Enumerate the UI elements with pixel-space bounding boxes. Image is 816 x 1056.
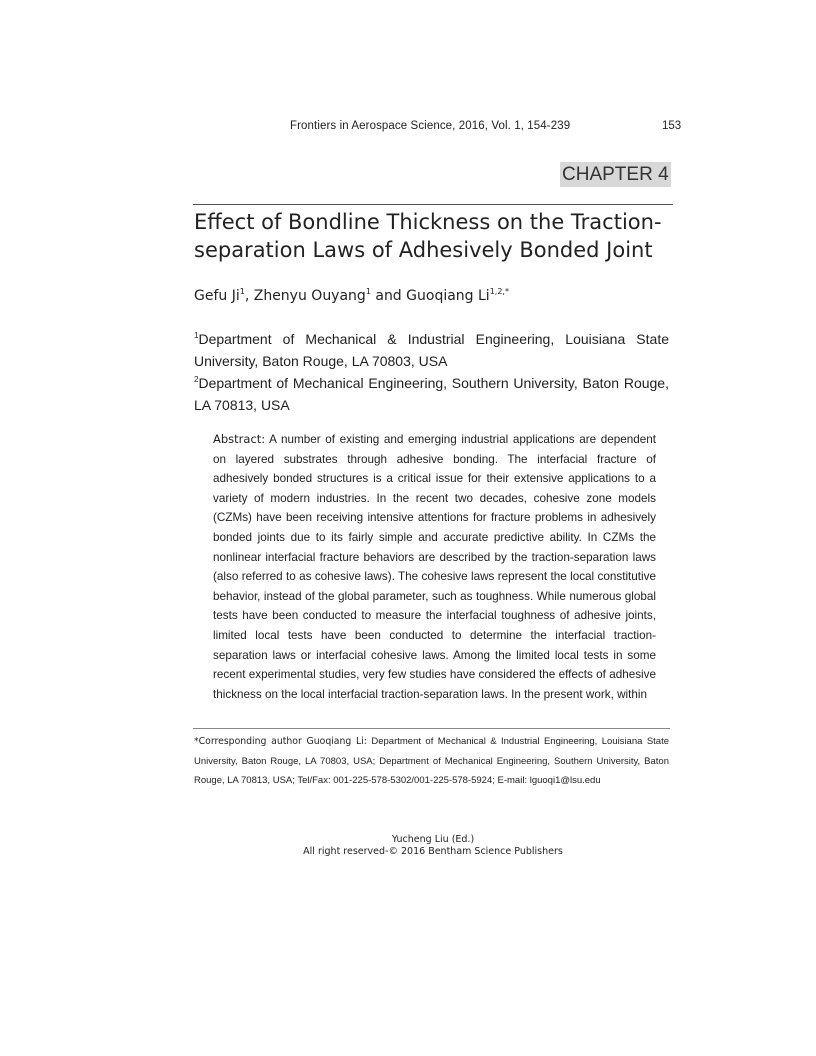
author-list: Gefu Ji$^1$, Zhenyu Ouyang$^1$ and Guoqiang $Li^{1,2,*}$ [194,287,509,304]
author-name: Guoqiang Li [406,288,490,304]
affiliation-mark: 1 [194,331,199,340]
abstract [213,430,656,704]
author-conjunction: and [375,288,402,304]
affiliation-text: Department of Mechanical & Industrial Engineering, Louisiana State University, Baton Rouge, LA 70803, USA [194,331,669,369]
author-affiliation-mark: 1,2,* [489,287,509,296]
abstract-label: Abstract: [213,432,266,446]
copyright-notice: All right reserved-© 2016 Bentham Science Publishers [303,846,563,857]
paper-title: Effect of Bondline Thickness on the Traction-separation Laws of Adhesively Bonded Joint [194,210,662,262]
page-number: 153 [662,120,682,132]
footnote-label: *Corresponding author Guoqiang Li: [194,736,367,747]
title-divider [193,204,673,205]
author-name: Zhenyu Ouyang [253,288,366,304]
author-name: Gefu Ji [194,288,240,304]
affiliation-text: Department of Mechanical Engineering, Southern University, Baton Rouge, LA 70813, USA [194,375,669,413]
editor-credit: Yucheng Liu (Ed.) [391,834,475,845]
author-affiliation-mark: 1 [365,287,371,296]
footnote-text: Department of Mechanical & Industrial Engineering, Louisiana State University, Baton Rouge, LA 70803, USA; Department of Mechanical Engineering, Southern University, Baton Rouge, LA 70813, USA; Tel/Fax: 001-225-578-5302/001-225-578-5924; E-mail: lguoqi1@lsu.edu [194,736,669,786]
footnote-divider [193,728,670,729]
abstract-text: A number of existing and emerging industrial applications are dependent on layered substrates through adhesive bonding. The interfacial fracture of adhesively bonded structures is a critical issue for their extensive applications to a variety of modern industries. In the recent two decades, cohesive zone models (CZMs) have been receiving intensive attentions for fracture problems in adhesively bonded joints due to its fairly simple and accurate predictive ability. In CZMs the nonlinear interfacial fracture behaviors are described by the traction-separation laws (also referred to as cohesive laws). The cohesive laws represent the local constitutive behavior, instead of the global parameter, such as toughness. While numerous global tests have been conducted to measure the interfacial toughness of adhesive joints, limited local tests have been conducted to determine the interfacial traction-separation laws or interfacial cohesive laws. Among the limited local tests in some recent experimental studies, very few studies have considered the effects of adhesive thickness on the local interfacial traction-separation laws. In the present work, within [213,433,656,701]
affiliation-mark: 2 [194,375,199,384]
journal-header: Frontiers in Aerospace Science, 2016, Vol. 1, 154-239 [290,120,571,132]
author-affiliation-mark: 1 [239,287,245,296]
chapter-label: CHAPTER 4 [562,164,669,185]
affiliation [194,328,669,372]
affiliation [194,372,669,416]
footnote [194,732,669,791]
